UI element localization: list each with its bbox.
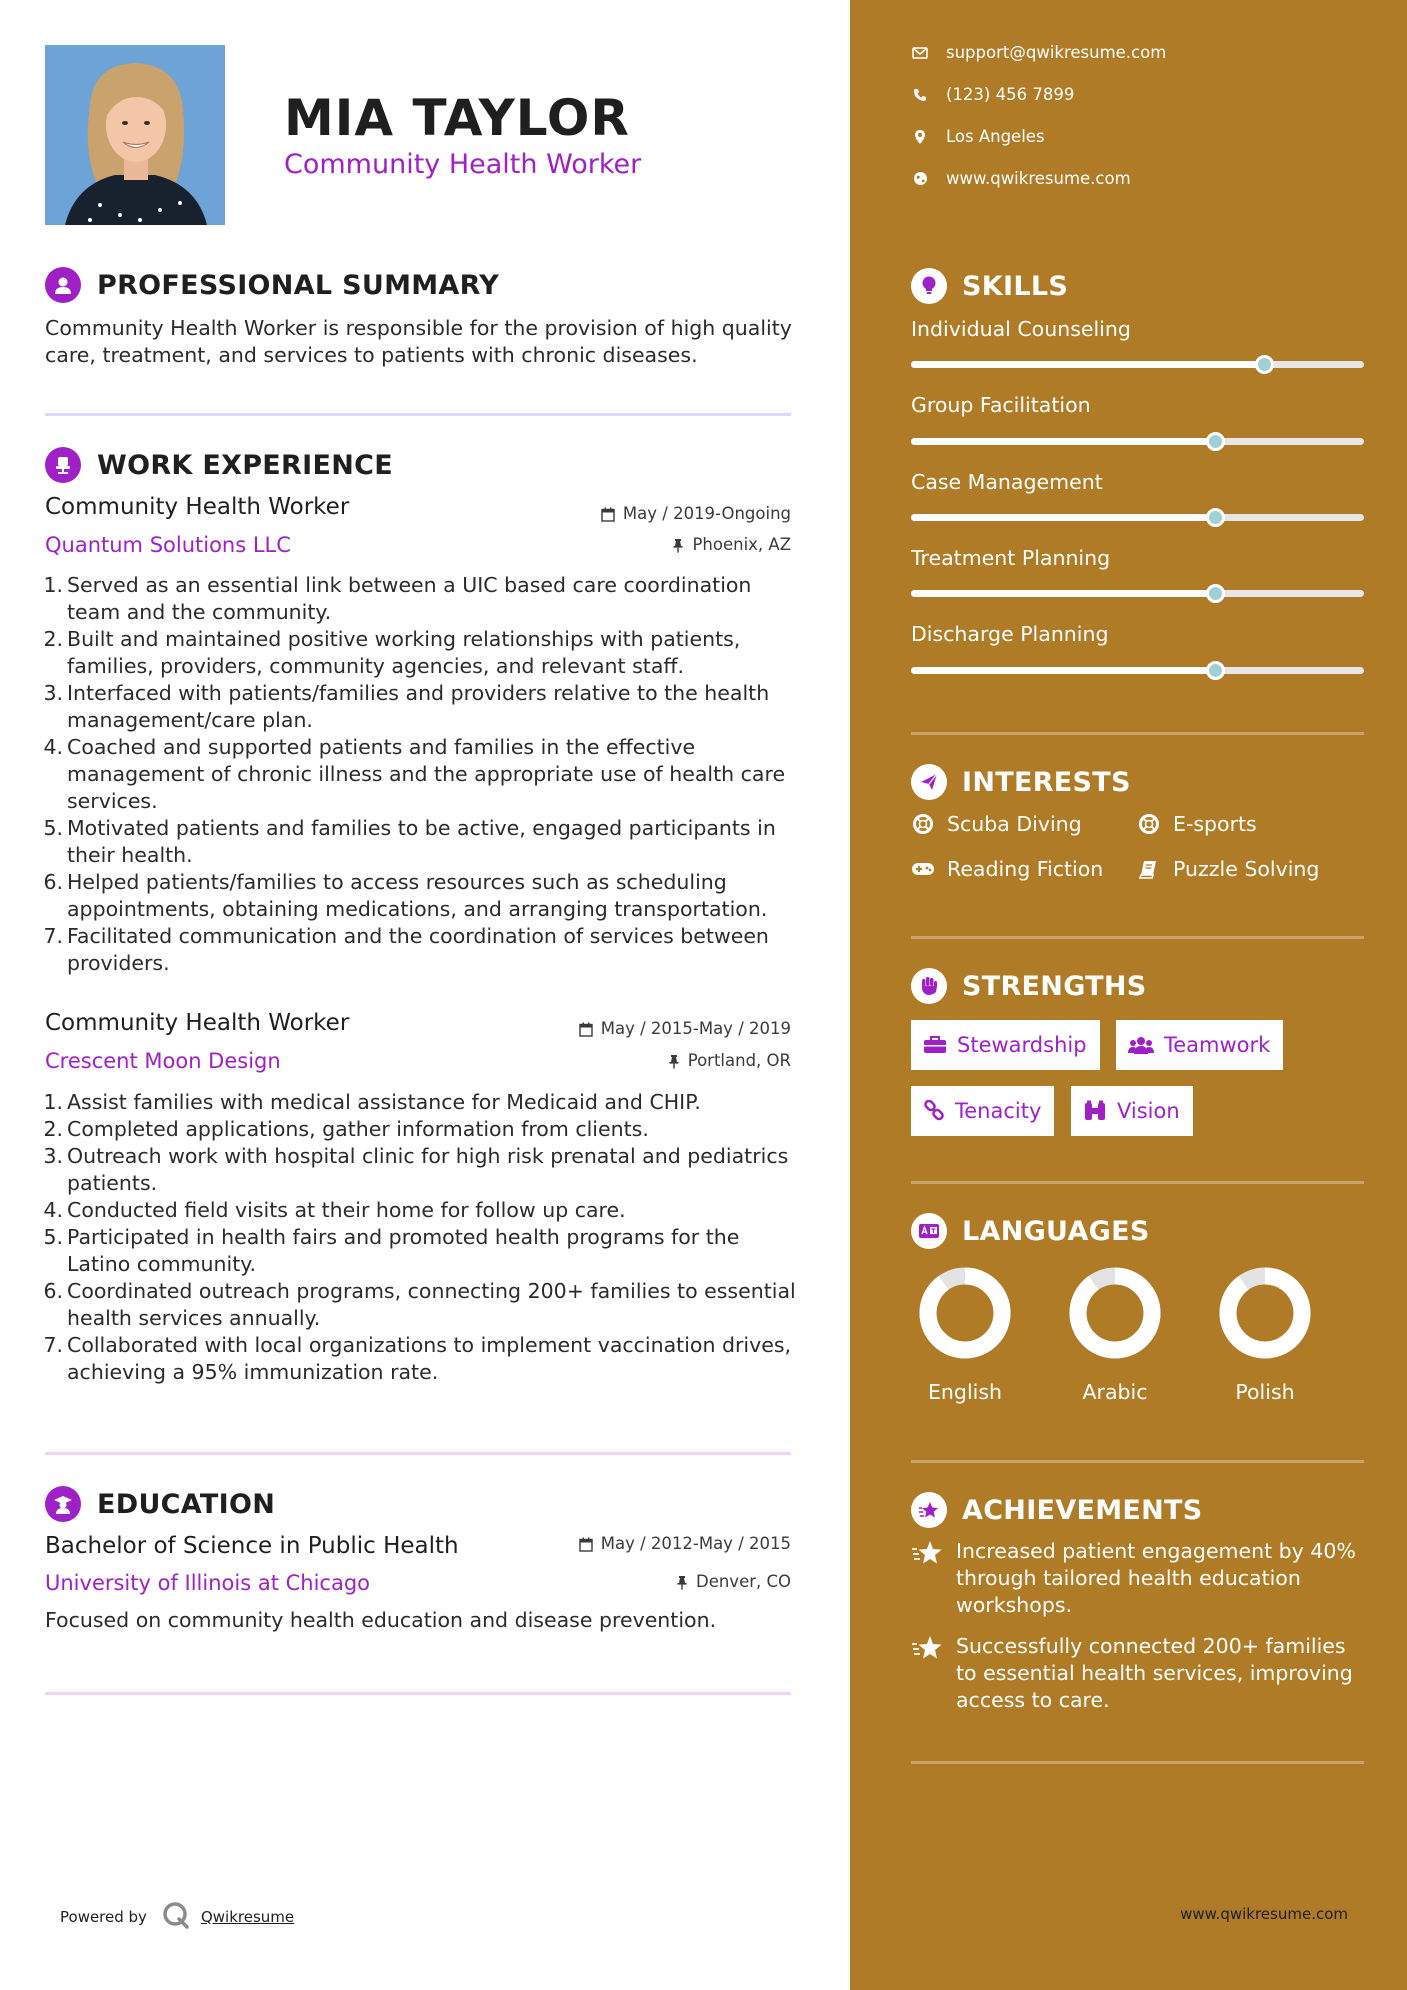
donut-chart bbox=[910, 1258, 1020, 1368]
strength-label: Teamwork bbox=[1164, 1033, 1271, 1057]
strength-chip bbox=[911, 1086, 1054, 1136]
list-item: 3. Outreach work with hospital clinic for high risk prenatal and pediatrics patients. bbox=[43, 1144, 789, 1195]
section-divider bbox=[911, 1181, 1364, 1184]
globe-icon bbox=[911, 171, 929, 186]
office-chair-icon bbox=[45, 447, 81, 483]
envelope-icon bbox=[911, 47, 929, 59]
interests-section-header bbox=[911, 763, 1131, 801]
job-location bbox=[672, 534, 791, 556]
achievements-heading: ACHIEVEMENTS bbox=[962, 1494, 1203, 1526]
skill-bar bbox=[911, 514, 1364, 521]
phone-icon bbox=[911, 88, 929, 102]
profile-photo bbox=[45, 45, 225, 225]
calendar-icon bbox=[579, 1022, 593, 1037]
translate-icon bbox=[911, 1213, 947, 1249]
job-dates-text: May / 2015-May / 2019 bbox=[600, 1019, 791, 1038]
education-heading: EDUCATION bbox=[97, 1488, 276, 1520]
job-title: Community Health Worker bbox=[45, 1010, 350, 1036]
donut-arc bbox=[1228, 1276, 1302, 1350]
languages-heading: LANGUAGES bbox=[962, 1215, 1150, 1247]
contact-website-text: www.qwikresume.com bbox=[946, 169, 1131, 188]
life-ring-icon bbox=[1137, 813, 1161, 835]
donut-chart bbox=[1210, 1258, 1320, 1368]
interest-label: Reading Fiction bbox=[947, 857, 1104, 881]
skill-label: Case Management bbox=[911, 470, 1103, 494]
sidebar bbox=[850, 0, 1407, 1990]
education-dates bbox=[579, 1533, 791, 1555]
skill-bar bbox=[911, 590, 1364, 597]
donut-arc bbox=[1078, 1276, 1152, 1350]
skill-bar-fill bbox=[911, 590, 1215, 597]
list-item: 6. Coordinated outreach programs, connecting 200+ families to essential health services annually. bbox=[43, 1279, 796, 1330]
skill-label: Discharge Planning bbox=[911, 622, 1109, 646]
powered-by bbox=[60, 1900, 294, 1934]
language-label: Polish bbox=[1235, 1380, 1295, 1404]
language-label: Arabic bbox=[1082, 1380, 1148, 1404]
interest-label: Puzzle Solving bbox=[1173, 857, 1320, 881]
language-gauge bbox=[1060, 1258, 1170, 1372]
strength-label: Stewardship bbox=[957, 1033, 1087, 1057]
section-divider bbox=[45, 413, 791, 416]
binoculars-icon bbox=[1083, 1100, 1107, 1122]
interests-heading: INTERESTS bbox=[962, 766, 1131, 798]
job-location-text: Phoenix, AZ bbox=[692, 535, 791, 554]
achievement-item bbox=[911, 1538, 1371, 1619]
fist-icon bbox=[911, 968, 947, 1004]
list-item: 1. Served as an essential link between a UIC based care coordination team and the community. bbox=[43, 573, 752, 624]
list-item: 6. Helped patients/families to access resources such as scheduling appointments, obtaining medications, and arranging transportation. bbox=[43, 870, 768, 921]
education-dates-text: May / 2012-May / 2015 bbox=[600, 1534, 791, 1553]
contact-website[interactable] bbox=[911, 169, 1131, 188]
education-description: Focused on community health education and disease prevention. bbox=[45, 1608, 717, 1632]
company-name: Crescent Moon Design bbox=[45, 1049, 281, 1073]
skill-bar-knob bbox=[1255, 355, 1274, 374]
interest-item bbox=[1137, 812, 1257, 836]
strengths-heading: STRENGTHS bbox=[962, 970, 1147, 1002]
education-location-text: Denver, CO bbox=[695, 1572, 791, 1591]
calendar-icon bbox=[601, 507, 615, 522]
achievement-item bbox=[911, 1633, 1371, 1714]
skill-bar-knob bbox=[1206, 584, 1225, 603]
pin-icon bbox=[676, 1575, 688, 1590]
pin-icon bbox=[668, 1054, 680, 1069]
job-location bbox=[668, 1050, 791, 1072]
users-icon bbox=[1128, 1035, 1154, 1055]
strength-chip bbox=[911, 1020, 1100, 1070]
briefcase-icon bbox=[923, 1035, 947, 1055]
company-name: Quantum Solutions LLC bbox=[45, 533, 291, 557]
skills-heading: SKILLS bbox=[962, 270, 1069, 302]
job-location-text: Portland, OR bbox=[687, 1051, 791, 1070]
strength-chip bbox=[1071, 1086, 1193, 1136]
interest-item bbox=[1137, 857, 1319, 881]
job-dates bbox=[579, 1018, 791, 1040]
strengths-section-header bbox=[911, 967, 1147, 1005]
skill-label: Treatment Planning bbox=[911, 546, 1111, 570]
strength-chip bbox=[1116, 1020, 1283, 1070]
contact-phone-text: (123) 456 7899 bbox=[946, 85, 1075, 104]
achievement-text: Successfully connected 200+ families to essential health services, improving access to care. bbox=[956, 1634, 1353, 1712]
skill-bar bbox=[911, 361, 1364, 368]
user-icon bbox=[45, 267, 81, 303]
list-item: 5. Motivated patients and families to be active, engaged participants in their health. bbox=[43, 816, 776, 867]
experience-heading: WORK EXPERIENCE bbox=[97, 449, 393, 481]
language-gauge bbox=[1210, 1258, 1320, 1372]
star-icon bbox=[911, 1538, 943, 1619]
skill-bar-fill bbox=[911, 438, 1215, 445]
job-dates-text: May / 2019-Ongoing bbox=[622, 504, 791, 523]
summary-heading: PROFESSIONAL SUMMARY bbox=[97, 269, 500, 301]
section-divider bbox=[911, 732, 1364, 735]
interest-label: Scuba Diving bbox=[947, 812, 1082, 836]
skill-bar bbox=[911, 667, 1364, 674]
summary-text: Community Health Worker is responsible for the provision of high quality care, treatment, and services to patients with chronic diseases. bbox=[45, 316, 792, 367]
graduate-icon bbox=[45, 1486, 81, 1522]
section-divider bbox=[911, 1460, 1364, 1463]
section-divider bbox=[45, 1692, 791, 1695]
list-item: 7. Facilitated communication and the coordination of services between providers. bbox=[43, 924, 769, 975]
link-icon bbox=[923, 1100, 945, 1122]
skills-section-header bbox=[911, 267, 1068, 305]
strength-label: Vision bbox=[1117, 1099, 1180, 1123]
gamepad-icon bbox=[911, 861, 935, 877]
section-divider bbox=[45, 1452, 791, 1455]
section-divider bbox=[911, 936, 1364, 939]
skill-label: Individual Counseling bbox=[911, 317, 1131, 341]
candidate-title: Community Health Worker bbox=[284, 149, 642, 180]
pin-icon bbox=[672, 538, 684, 553]
paper-plane-icon bbox=[911, 764, 947, 800]
list-item: 2. Built and maintained positive working relationships with patients, families, providers, community agencies, and relevant staff. bbox=[43, 627, 741, 678]
list-item: 5. Participated in health fairs and promoted health programs for the Latino community. bbox=[43, 1225, 740, 1276]
skill-bar-fill bbox=[911, 514, 1215, 521]
language-label: English bbox=[927, 1380, 1003, 1404]
skill-bar-fill bbox=[911, 667, 1215, 674]
interest-item bbox=[911, 857, 1103, 881]
strength-label: Tenacity bbox=[955, 1099, 1042, 1123]
interest-item bbox=[911, 812, 1082, 836]
footer-website[interactable]: www.qwikresume.com bbox=[1180, 1905, 1348, 1923]
languages-section-header bbox=[911, 1212, 1150, 1250]
skill-bar-knob bbox=[1206, 661, 1225, 680]
skill-bar bbox=[911, 438, 1364, 445]
star-badge-icon bbox=[911, 1492, 947, 1528]
list-item: 4. Coached and supported patients and families in the effective management of chronic illness and the appropriate use of health care services. bbox=[43, 735, 786, 813]
contact-phone[interactable] bbox=[911, 85, 1074, 104]
map-pin-icon bbox=[911, 129, 929, 145]
interest-label: E-sports bbox=[1173, 812, 1257, 836]
skill-bar-knob bbox=[1206, 508, 1225, 527]
lightbulb-icon bbox=[911, 268, 947, 304]
skill-bar-fill bbox=[911, 361, 1264, 368]
degree-title: Bachelor of Science in Public Health bbox=[45, 1533, 459, 1559]
contact-location bbox=[911, 127, 1045, 146]
book-icon bbox=[1137, 859, 1161, 879]
qwikresume-link[interactable]: Qwikresume bbox=[200, 1908, 295, 1926]
list-item: 2. Completed applications, gather information from clients. bbox=[43, 1117, 649, 1141]
powered-by-label: Powered by bbox=[60, 1908, 147, 1926]
calendar-icon bbox=[579, 1537, 593, 1552]
list-item: 4. Conducted field visits at their home for follow up care. bbox=[43, 1198, 626, 1222]
summary-section-header bbox=[45, 266, 499, 304]
language-gauge bbox=[910, 1258, 1020, 1372]
list-item: 1. Assist families with medical assistance for Medicaid and CHIP. bbox=[43, 1090, 701, 1114]
candidate-name: MIA TAYLOR bbox=[284, 89, 630, 147]
job-bullets bbox=[40, 1089, 800, 1386]
job-title: Community Health Worker bbox=[45, 494, 350, 520]
skill-bar-knob bbox=[1206, 432, 1225, 451]
donut-chart bbox=[1060, 1258, 1170, 1368]
qwikresume-logo-icon bbox=[161, 1900, 191, 1934]
experience-section-header bbox=[45, 446, 393, 484]
list-item: 7. Collaborated with local organizations to implement vaccination drives, achieving a 95% immunization rate. bbox=[43, 1333, 792, 1384]
contact-email[interactable] bbox=[911, 43, 1166, 62]
donut-arc bbox=[928, 1276, 1002, 1350]
school-name: University of Illinois at Chicago bbox=[45, 1571, 371, 1595]
job-bullets bbox=[40, 572, 800, 977]
section-divider bbox=[911, 1761, 1364, 1764]
skill-label: Group Facilitation bbox=[911, 393, 1091, 417]
achievements-section-header bbox=[911, 1491, 1203, 1529]
life-ring-icon bbox=[911, 813, 935, 835]
star-icon bbox=[911, 1633, 943, 1714]
achievement-text: Increased patient engagement by 40% through tailored health education workshops. bbox=[956, 1539, 1356, 1617]
list-item: 3. Interfaced with patients/families and providers relative to the health management/care plan. bbox=[43, 681, 770, 732]
contact-location-text: Los Angeles bbox=[946, 127, 1045, 146]
contact-email-text: support@qwikresume.com bbox=[946, 43, 1167, 62]
education-location bbox=[676, 1571, 791, 1593]
job-dates bbox=[601, 503, 791, 525]
education-section-header bbox=[45, 1485, 275, 1523]
